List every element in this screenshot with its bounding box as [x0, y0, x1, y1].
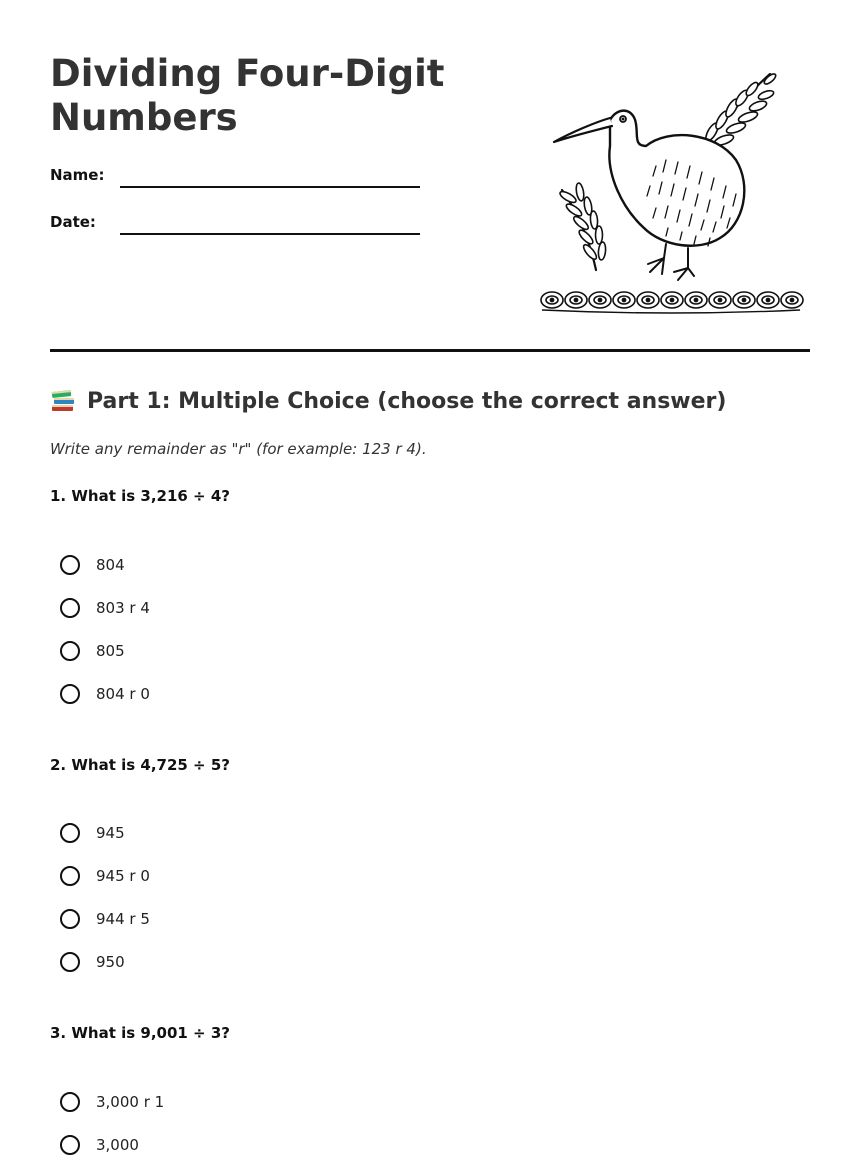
radio-button[interactable] [60, 1092, 80, 1112]
q3-option-a[interactable] [60, 1089, 164, 1115]
radio-button[interactable] [60, 823, 80, 843]
q3-option-b[interactable] [60, 1132, 139, 1158]
question-1: 1. What is 3,216 ÷ 4? [50, 487, 230, 505]
option-label: 804 [96, 556, 125, 574]
q1-option-c[interactable] [60, 638, 125, 664]
option-label: 3,000 [96, 1136, 139, 1154]
name-field[interactable] [120, 186, 420, 188]
option-label: 803 r 4 [96, 599, 150, 617]
radio-button[interactable] [60, 555, 80, 575]
part1-heading [50, 388, 726, 414]
q2-option-c[interactable] [60, 906, 150, 932]
q2-option-a[interactable] [60, 820, 125, 846]
option-label: 805 [96, 642, 125, 660]
q2-option-d[interactable] [60, 949, 125, 975]
q1-option-d[interactable] [60, 681, 150, 707]
date-label: Date: [50, 213, 96, 231]
radio-button[interactable] [60, 684, 80, 704]
radio-button[interactable] [60, 1135, 80, 1155]
question-3: 3. What is 9,001 ÷ 3? [50, 1024, 230, 1042]
date-field[interactable] [120, 233, 420, 235]
option-label: 804 r 0 [96, 685, 150, 703]
option-label: 944 r 5 [96, 910, 150, 928]
option-label: 945 [96, 824, 125, 842]
section-divider [50, 349, 810, 352]
name-label: Name: [50, 166, 105, 184]
option-label: 945 r 0 [96, 867, 150, 885]
radio-button[interactable] [60, 866, 80, 886]
q1-option-a[interactable] [60, 552, 125, 578]
option-label: 950 [96, 953, 125, 971]
books-icon [50, 388, 76, 414]
instructions-text: Write any remainder as "r" (for example: 123 r 4). [50, 440, 427, 458]
radio-button[interactable] [60, 641, 80, 661]
kiwi-bird-illustration [538, 62, 806, 318]
part1-heading-text: Part 1: Multiple Choice (choose the correct answer) [87, 388, 727, 414]
q2-option-b[interactable] [60, 863, 150, 889]
radio-button[interactable] [60, 952, 80, 972]
radio-button[interactable] [60, 909, 80, 929]
q1-option-b[interactable] [60, 595, 150, 621]
worksheet-title: Dividing Four-Digit Numbers [50, 52, 445, 139]
option-label: 3,000 r 1 [96, 1093, 165, 1111]
radio-button[interactable] [60, 598, 80, 618]
question-2: 2. What is 4,725 ÷ 5? [50, 756, 230, 774]
